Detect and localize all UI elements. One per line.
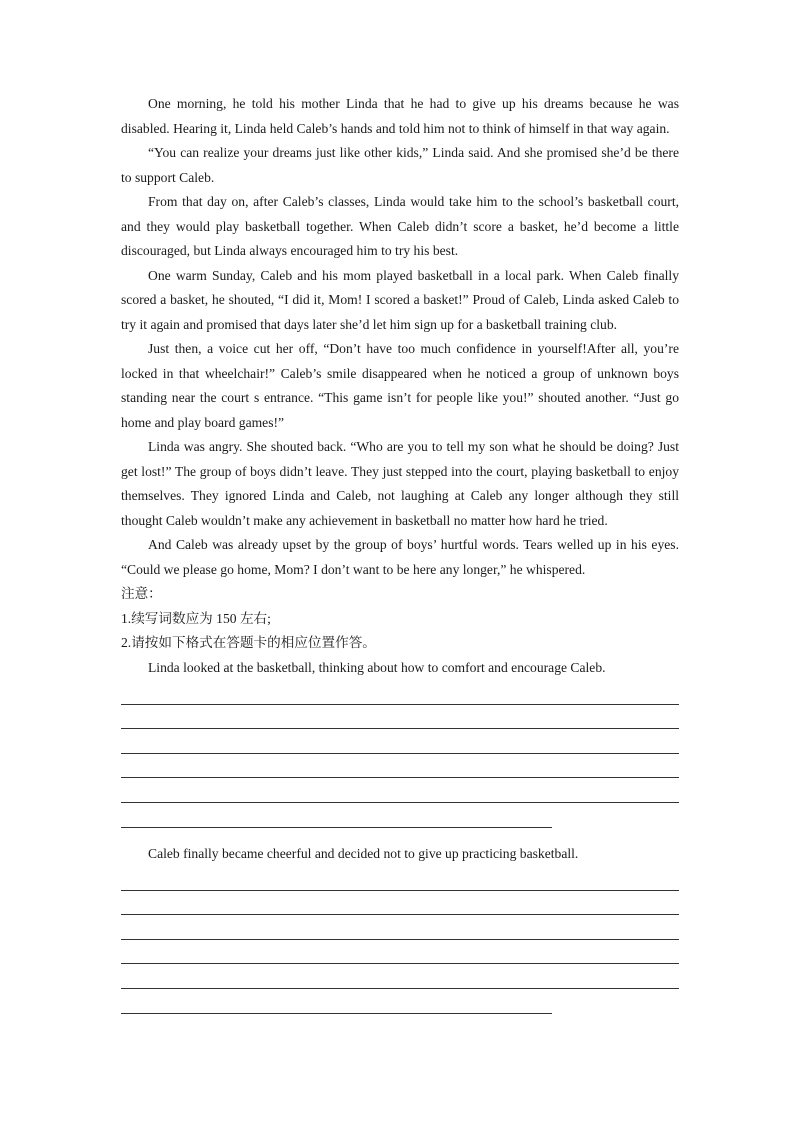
answer-line[interactable] — [121, 866, 679, 891]
answer-line[interactable] — [121, 680, 679, 705]
answer-line[interactable] — [121, 940, 679, 965]
answer-lines-2 — [121, 866, 679, 1014]
answer-line[interactable] — [121, 729, 679, 754]
story-paragraph-7: And Caleb was already upset by the group of boys’ hurtful words. Tears welled up in his eyes. “Could we please go home, Mom? I don’t want to be here any longer,” he whispered. — [121, 537, 679, 577]
answer-line[interactable] — [121, 778, 679, 803]
continuation-prompt-2: Caleb finally became cheerful and decided not to give up practicing basketball. — [148, 845, 579, 861]
answer-line[interactable] — [121, 891, 679, 916]
story-paragraph-5: Just then, a voice cut her off, “Don’t have too much confidence in yourself!After all, you’re locked in that wheelchair!” Caleb’s smile disappeared when he noticed a group of unknown boys standing near the court s entrance. “This game isn’t for people like you!” shouted another. “Just go home and play board games!” — [121, 341, 679, 430]
story-paragraph-2: “You can realize your dreams just like other kids,” Linda said. And she promised she’d be there to support Caleb. — [121, 145, 679, 185]
continuation-prompt-1: Linda looked at the basketball, thinking about how to comfort and encourage Caleb. — [148, 659, 606, 675]
answer-line[interactable] — [121, 803, 552, 828]
answer-line[interactable] — [121, 754, 679, 779]
answer-line[interactable] — [121, 915, 679, 940]
document-page — [121, 92, 679, 1014]
answer-line[interactable] — [121, 989, 552, 1014]
notes-heading: 注意： — [121, 586, 162, 601]
story-paragraph-6: Linda was angry. She shouted back. “Who are you to tell my son what he should be doing? Just get lost!” The group of boys didn’t leave. They just stepped into the court, playing basketball to enjoy themselves. They ignored Linda and Caleb, not laughing at Caleb any longer although they still thought Caleb wouldn’t make any achievement in basketball no matter how hard he tried. — [121, 439, 679, 528]
story-paragraph-1: One morning, he told his mother Linda that he had to give up his dreams because he was disabled. Hearing it, Linda held Caleb’s hands and told him not to think of himself in that way again. — [121, 96, 679, 136]
answer-line[interactable] — [121, 705, 679, 730]
note-item-2: 2.请按如下格式在答题卡的相应位置作答。 — [121, 635, 376, 650]
story-paragraph-3: From that day on, after Caleb’s classes, Linda would take him to the school’s basketball court, and they would play basketball together. When Caleb didn’t score a basket, he’d become a little discouraged, but Linda always encouraged him to try his best. — [121, 194, 679, 258]
section-gap — [121, 828, 679, 842]
story-paragraph-4: One warm Sunday, Caleb and his mom played basketball in a local park. When Caleb finally scored a basket, he shouted, “I did it, Mom! I scored a basket!” Proud of Caleb, Linda asked Caleb to try it again and promised that days later she’d let him sign up for a basketball training club. — [121, 267, 679, 332]
answer-line[interactable] — [121, 964, 679, 989]
answer-lines-1 — [121, 680, 679, 828]
note-item-1: 1.续写词数应为 150 左右; — [121, 610, 271, 626]
